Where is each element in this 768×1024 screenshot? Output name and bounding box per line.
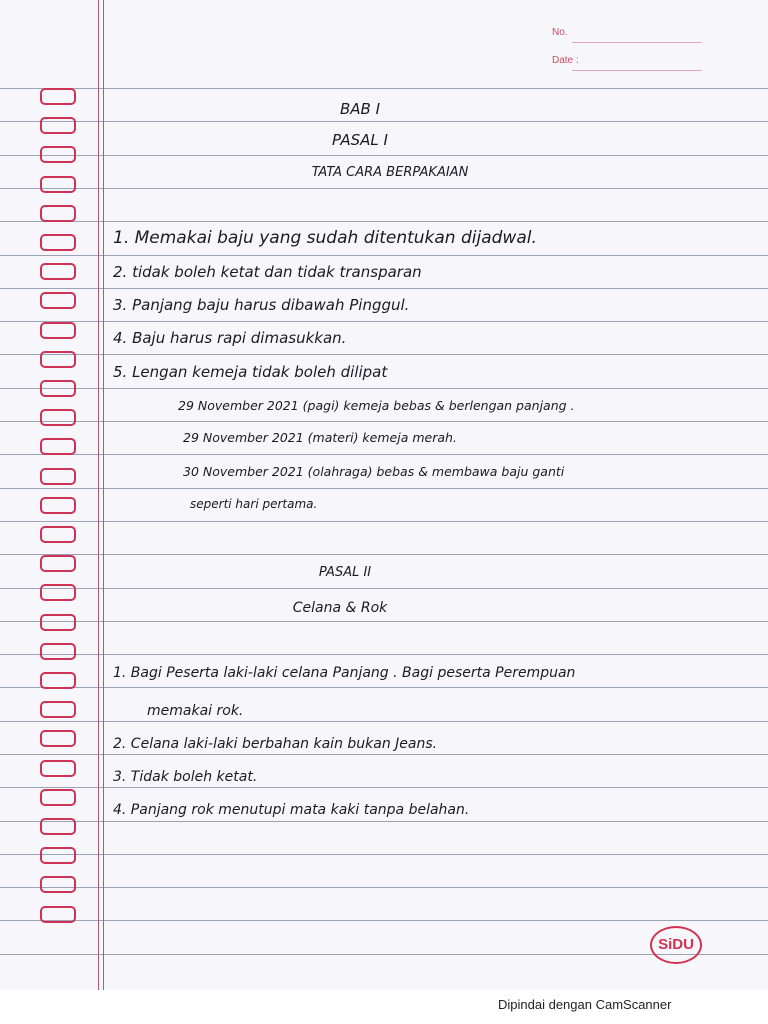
binder-hole bbox=[40, 146, 76, 163]
ruled-line bbox=[0, 588, 768, 589]
binder-hole bbox=[40, 351, 76, 368]
list-item: memakai rok. bbox=[147, 703, 244, 719]
binder-hole bbox=[40, 438, 76, 455]
schedule-line: 29 November 2021 (pagi) kemeja bebas & berlengan panjang . bbox=[178, 398, 575, 413]
list-item: 3. Panjang baju harus dibawah Pinggul. bbox=[113, 296, 410, 314]
binder-hole bbox=[40, 234, 76, 251]
sidu-logo bbox=[650, 926, 702, 964]
binder-hole bbox=[40, 906, 76, 923]
section2-title: Celana & Rok bbox=[292, 600, 388, 616]
ruled-line bbox=[0, 88, 768, 89]
ruled-line bbox=[0, 388, 768, 389]
list-item: 1. Bagi Peserta laki-laki celana Panjang . Bagi peserta Perempuan bbox=[113, 665, 576, 681]
scanner-watermark: Dipindai dengan CamScanner bbox=[498, 997, 672, 1012]
binder-hole bbox=[40, 497, 76, 514]
list-item: 2. tidak boleh ketat dan tidak transparan bbox=[113, 263, 422, 281]
date-field-line bbox=[572, 70, 702, 71]
ruled-line bbox=[0, 721, 768, 722]
schedule-line: seperti hari pertama. bbox=[190, 497, 318, 511]
chapter-heading: BAB I bbox=[339, 100, 381, 118]
sidu-logo-text: SiDU bbox=[658, 936, 694, 953]
ruled-line bbox=[0, 821, 768, 822]
binder-hole bbox=[40, 672, 76, 689]
ruled-line bbox=[0, 488, 768, 489]
ruled-line bbox=[0, 754, 768, 755]
binder-hole bbox=[40, 117, 76, 134]
ruled-line bbox=[0, 687, 768, 688]
binder-hole bbox=[40, 643, 76, 660]
binder-hole bbox=[40, 818, 76, 835]
list-item: 2. Celana laki-laki berbahan kain bukan Jeans. bbox=[113, 736, 438, 752]
ruled-line bbox=[0, 654, 768, 655]
ruled-line bbox=[0, 255, 768, 256]
list-item: 4. Baju harus rapi dimasukkan. bbox=[113, 329, 347, 347]
ruled-line bbox=[0, 454, 768, 455]
section2-heading: PASAL II bbox=[318, 565, 372, 580]
ruled-line bbox=[0, 854, 768, 855]
ruled-line bbox=[0, 188, 768, 189]
ruled-line bbox=[0, 321, 768, 322]
binder-hole bbox=[40, 760, 76, 777]
ruled-line bbox=[0, 887, 768, 888]
binder-hole bbox=[40, 263, 76, 280]
list-item: 3. Tidak boleh ketat. bbox=[113, 769, 258, 785]
schedule-line: 29 November 2021 (materi) kemeja merah. bbox=[183, 430, 457, 445]
list-item: 5. Lengan kemeja tidak boleh dilipat bbox=[113, 363, 388, 381]
schedule-line: 30 November 2021 (olahraga) bebas & membawa baju ganti bbox=[183, 464, 565, 479]
binder-hole bbox=[40, 730, 76, 747]
ruled-line bbox=[0, 920, 768, 921]
binder-hole bbox=[40, 176, 76, 193]
list-item: 1. Memakai baju yang sudah ditentukan dijadwal. bbox=[113, 228, 537, 248]
binder-hole bbox=[40, 847, 76, 864]
ruled-line bbox=[0, 354, 768, 355]
list-item: 4. Panjang rok menutupi mata kaki tanpa belahan. bbox=[113, 802, 470, 818]
binder-hole bbox=[40, 409, 76, 426]
ruled-line bbox=[0, 554, 768, 555]
no-label: No. bbox=[552, 27, 568, 38]
margin-line bbox=[103, 0, 104, 990]
binder-hole bbox=[40, 789, 76, 806]
binder-hole bbox=[40, 555, 76, 572]
ruled-line bbox=[0, 221, 768, 222]
section1-title: TATA CARA BERPAKAIAN bbox=[311, 165, 469, 180]
binder-hole bbox=[40, 205, 76, 222]
binder-hole bbox=[40, 614, 76, 631]
binder-hole bbox=[40, 876, 76, 893]
ruled-line bbox=[0, 155, 768, 156]
ruled-line bbox=[0, 621, 768, 622]
ruled-line bbox=[0, 421, 768, 422]
binder-hole bbox=[40, 88, 76, 105]
ruled-line bbox=[0, 121, 768, 122]
binder-hole bbox=[40, 468, 76, 485]
binder-hole bbox=[40, 584, 76, 601]
binder-hole bbox=[40, 526, 76, 543]
section1-heading: PASAL I bbox=[332, 131, 388, 149]
binder-hole bbox=[40, 701, 76, 718]
ruled-line bbox=[0, 288, 768, 289]
ruled-line bbox=[0, 787, 768, 788]
date-label: Date : bbox=[552, 55, 579, 66]
binder-hole bbox=[40, 292, 76, 309]
ruled-line bbox=[0, 521, 768, 522]
binder-hole bbox=[40, 322, 76, 339]
no-field-line bbox=[572, 42, 702, 43]
binder-hole bbox=[40, 380, 76, 397]
margin-line bbox=[98, 0, 99, 990]
